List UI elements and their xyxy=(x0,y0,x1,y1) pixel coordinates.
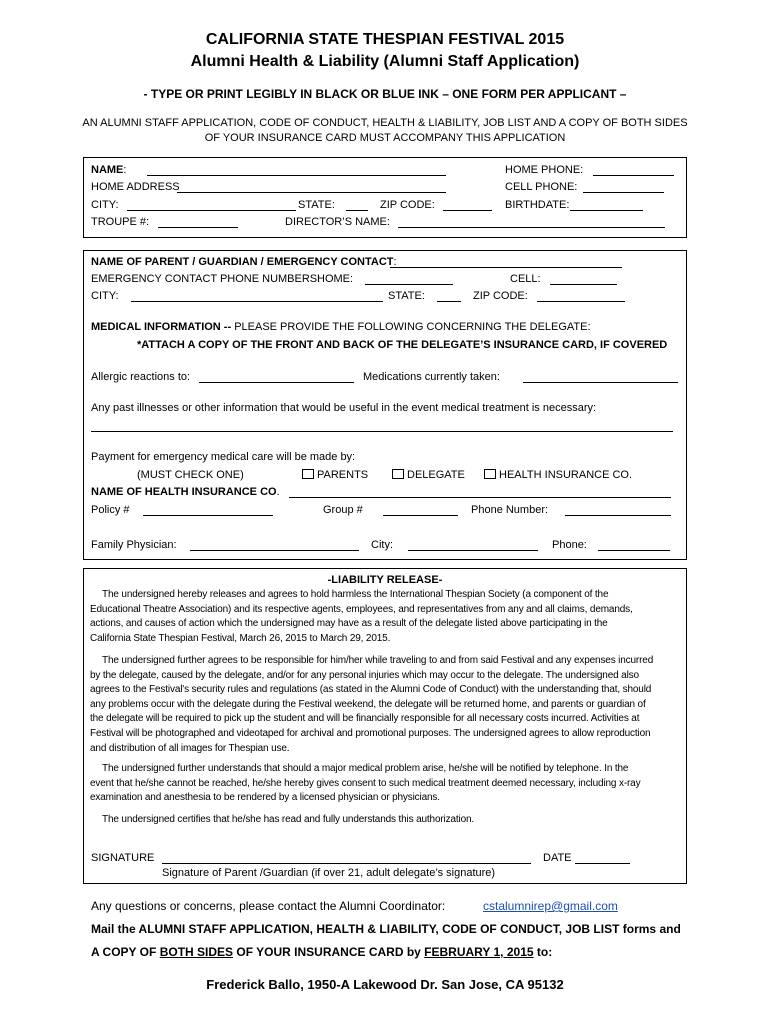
signature-field[interactable] xyxy=(162,863,531,864)
emergency-contact-label: NAME OF PARENT / GUARDIAN / EMERGENCY CONTACT: xyxy=(91,256,397,268)
phone-number-label: Phone Number: xyxy=(471,504,549,516)
medications-field[interactable] xyxy=(523,382,678,383)
liability-paragraph-3 xyxy=(90,762,640,806)
signature-label: SIGNATURE xyxy=(91,852,155,864)
past-illness-label: Any past illnesses or other information that would be useful in the event medical treatment is necessary: xyxy=(91,402,597,414)
must-check-label: (MUST CHECK ONE) xyxy=(137,469,244,481)
medical-info-heading: MEDICAL INFORMATION -- PLEASE PROVIDE THE FOLLOWING CONCERNING THE DELEGATE: xyxy=(91,321,591,333)
emergency-cell-label: CELL: xyxy=(510,273,541,285)
health-insurance-checkbox[interactable] xyxy=(484,469,496,479)
allergic-field[interactable] xyxy=(199,382,354,383)
liability-paragraph-1 xyxy=(90,588,633,646)
liability-paragraph-4 xyxy=(90,813,474,828)
physician-label: Family Physician: xyxy=(91,539,177,551)
p1-line: California State Thespian Festival, March 26, 2015 to March 29, 2015. xyxy=(90,632,391,644)
policy-field[interactable] xyxy=(143,515,273,516)
p2-line: by the delegate, caused by the delegate, and/or for any personal injuries which may occur to the delegate. The undersigned also xyxy=(90,669,639,681)
insurance-copy-instructions: A COPY OF BOTH SIDES OF YOUR INSURANCE CARD by FEBRUARY 1, 2015 to: xyxy=(91,945,553,959)
group-label: Group # xyxy=(323,504,363,516)
home-address-field[interactable] xyxy=(177,192,446,193)
home-phone-label: HOME PHONE: xyxy=(505,164,584,176)
p2-line: agrees to the Festival's security rules and regulations (as stated in the Alumni Code of Conduct) with the understanding that, should xyxy=(90,684,652,696)
emergency-contact-field[interactable] xyxy=(390,267,622,268)
p1-line: actions, and causes of action which the undersigned may have as a result of the delegate listed above participating in the xyxy=(90,618,608,630)
allergic-label: Allergic reactions to: xyxy=(91,371,191,383)
physician-field[interactable] xyxy=(190,550,359,551)
p2-line: The undersigned further agrees to be responsible for him/her while traveling to and from said Festival and any expenses incurred xyxy=(102,655,654,666)
zip-field[interactable] xyxy=(443,210,492,211)
emergency-city-field[interactable] xyxy=(131,301,383,302)
emergency-state-field[interactable] xyxy=(437,301,461,302)
p3-line: event that he/she cannot be reached, he/she hereby gives consent to such medical treatment deemed necessary, including x-ray xyxy=(90,777,641,789)
accompany-note-line1: AN ALUMNI STAFF APPLICATION, CODE OF CONDUCT, HEALTH & LIABILITY, JOB LIST AND A COPY OF BOTH SIDES xyxy=(82,117,688,129)
insurance-company-field[interactable] xyxy=(289,497,671,498)
insurance-company-label: NAME OF HEALTH INSURANCE CO. xyxy=(91,486,280,498)
p2-line: and distribution of all images for Thespian use. xyxy=(90,742,290,754)
emergency-zip-label: ZIP CODE: xyxy=(473,290,528,302)
cell-phone-field[interactable] xyxy=(583,192,664,193)
p1-line: The undersigned hereby releases and agrees to hold harmless the International Thespian Society (a component of the xyxy=(102,589,609,600)
delegate-checkbox[interactable] xyxy=(392,469,404,479)
ink-instruction: - TYPE OR PRINT LEGIBLY IN BLACK OR BLUE INK – ONE FORM PER APPLICANT – xyxy=(143,87,627,101)
physician-phone-field[interactable] xyxy=(598,550,670,551)
mailing-address: Frederick Ballo, 1950-A Lakewood Dr. San Jose, CA 95132 xyxy=(206,977,564,992)
parents-checkbox[interactable] xyxy=(302,469,314,479)
emergency-phones-label: EMERGENCY CONTACT PHONE NUMBERS: xyxy=(91,273,321,285)
signature-caption: Signature of Parent /Guardian (if over 21, adult delegate’s signature) xyxy=(162,867,496,879)
physician-phone-label: Phone: xyxy=(552,539,587,551)
emergency-city-label: CITY: xyxy=(91,290,119,302)
state-label: STATE: xyxy=(298,199,335,211)
accompany-note-line2: OF YOUR INSURANCE CARD MUST ACCOMPANY THIS APPLICATION xyxy=(204,132,566,144)
director-label: DIRECTOR’S NAME: xyxy=(285,216,390,228)
p2-line: Festival will be photographed and videotaped for archival and promotional purposes. The undersigned agrees to allow reproduction xyxy=(90,727,651,739)
p3-line: The undersigned further understands that should a major medical problem arise, he/she will be notified by telephone. In the xyxy=(102,763,629,774)
date-label: DATE xyxy=(543,852,572,864)
cell-phone-label: CELL PHONE: xyxy=(505,181,578,193)
emergency-home-label: HOME: xyxy=(317,273,354,285)
option-health-insurance[interactable]: HEALTH INSURANCE CO. xyxy=(484,469,632,481)
date-field[interactable] xyxy=(575,863,630,864)
city-label: CITY: xyxy=(91,199,119,211)
attach-insurance-note: *ATTACH A COPY OF THE FRONT AND BACK OF THE DELEGATE’S INSURANCE CARD, IF COVERED xyxy=(137,339,668,351)
liability-paragraph-2 xyxy=(90,654,653,756)
birthdate-field[interactable] xyxy=(570,210,643,211)
home-address-label: HOME ADDRESS xyxy=(91,181,180,193)
physician-city-label: City: xyxy=(371,539,393,551)
mail-instructions: Mail the ALUMNI STAFF APPLICATION, HEALTH & LIABILITY, CODE OF CONDUCT, JOB LIST forms and xyxy=(91,922,681,936)
past-illness-field[interactable] xyxy=(91,431,673,432)
troupe-field[interactable] xyxy=(158,227,238,228)
troupe-label: TROUPE #: xyxy=(91,216,150,228)
liability-heading: -LIABILITY RELEASE- xyxy=(327,574,443,586)
p1-line: Educational Theatre Association) and its respective agents, employees, and representatives from any and all claims, demands, xyxy=(90,603,633,615)
medications-label: Medications currently taken: xyxy=(363,371,500,383)
birthdate-label: BIRTHDATE: xyxy=(505,199,570,211)
p2-line: any problems occur with the delegate during the Festival weekend, the delegate will be returned home, and parents or guardian of xyxy=(90,698,646,710)
p3-line: examination and anesthesia to be rendered by a licensed physician or physicians. xyxy=(90,792,440,804)
emergency-zip-field[interactable] xyxy=(537,301,625,302)
name-label: NAME: xyxy=(91,164,127,176)
physician-city-field[interactable] xyxy=(408,550,538,551)
emergency-state-label: STATE: xyxy=(388,290,425,302)
coordinator-email-link[interactable]: cstalumnirep@gmail.com xyxy=(483,899,618,913)
emergency-home-field[interactable] xyxy=(365,284,453,285)
name-field[interactable] xyxy=(147,175,446,176)
form-title: CALIFORNIA STATE THESPIAN FESTIVAL 2015 xyxy=(205,31,565,48)
policy-label: Policy # xyxy=(91,504,130,516)
group-field[interactable] xyxy=(383,515,458,516)
director-field[interactable] xyxy=(398,227,665,228)
form-subtitle: Alumni Health & Liability (Alumni Staff Application) xyxy=(190,53,580,70)
home-phone-field[interactable] xyxy=(593,175,674,176)
emergency-cell-field[interactable] xyxy=(550,284,617,285)
p2-line: the delegate will be required to pick up the student and will be financially responsible for all necessary costs incurred. Activities at xyxy=(90,713,640,725)
p4-line: The undersigned certifies that he/she has read and fully understands this authorization. xyxy=(102,814,475,825)
state-field[interactable] xyxy=(346,210,368,211)
option-delegate[interactable]: DELEGATE xyxy=(392,469,465,481)
payment-label: Payment for emergency medical care will be made by: xyxy=(91,451,356,463)
option-parents[interactable]: PARENTS xyxy=(302,469,368,481)
questions-text: Any questions or concerns, please contact the Alumni Coordinator: xyxy=(91,899,446,913)
zip-label: ZIP CODE: xyxy=(380,199,435,211)
phone-number-field[interactable] xyxy=(565,515,671,516)
city-field[interactable] xyxy=(127,210,296,211)
